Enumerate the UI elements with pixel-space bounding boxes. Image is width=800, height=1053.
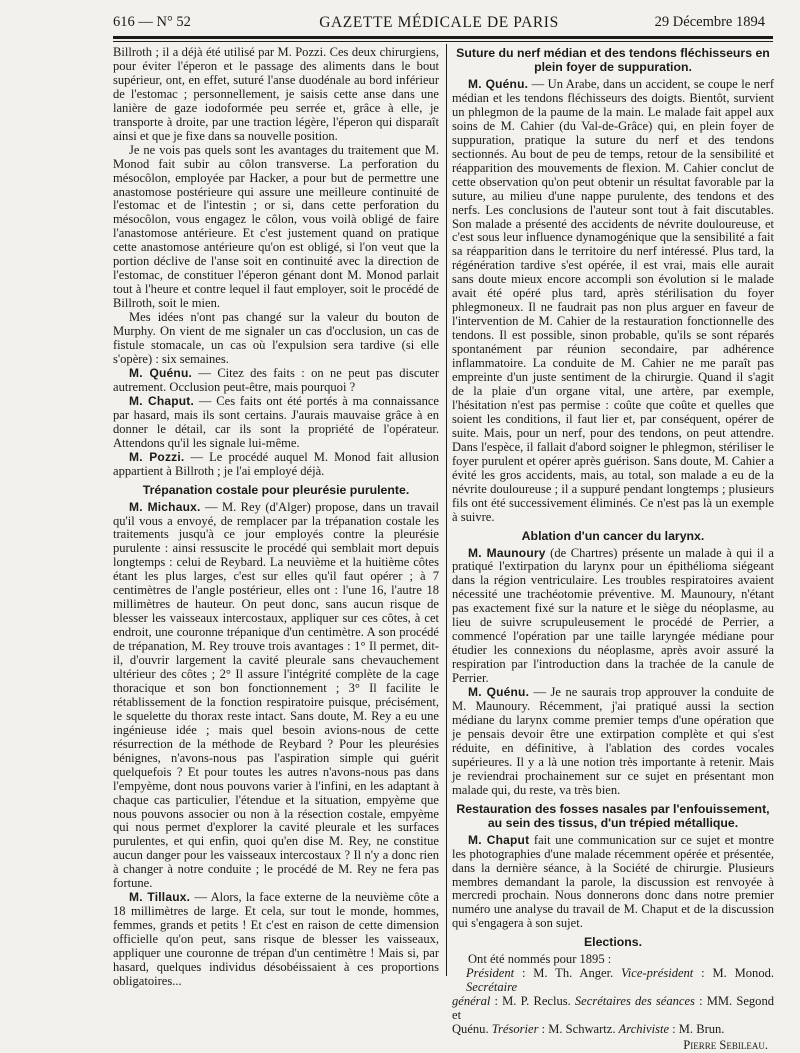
paragraph: Billroth ; il a déjà été utilisé par M. Pozzi. Ces deux chirurgiens, pour éviter l'éperon et le passage des aliments dans le bout supérieur, ont, en effet, suturé l'anse duodénale au bord inférieur de l'estomac ; personnellement, je saisis cette anse dans une lanière de gaze iodoformée peu serrée et, grâce à elle, je transporte à droite, par une traction légère, l'éperon qui disparaît ainsi et que je fixe dans sa nouvelle position. [113,45,439,143]
paragraph [113,367,439,395]
author-signature: Pierre Sebileau. [683,1038,768,1053]
speaker-name: M. Quénu. [129,365,193,380]
issue-date: 29 Décembre 1894 [654,14,765,30]
section-heading: Suture du nerf médian et des tendons fléchisseurs en plein foyer de suppuration. [456,46,770,74]
left-column [113,46,439,989]
paragraph-text: — Alors, la face externe de la neuvième côte a 18 millimètres de large. Et cela, sur tout le monde, hommes, femmes, grands et petits ! Et c'est en raison de cette dimension officielle qu'on peut, sans risque de blesser les vaisseaux, appliquer une couronne de trépan d'un centimètre ! Mais si, par hasard, quelques individus désobéissaient à ces proportions obligatoires... [113,890,439,988]
officer-name: : M. Th. Anger. [514,966,622,981]
speaker-name: M. Tillaux. [129,890,191,905]
paragraph [113,395,439,451]
speaker-name: M. Quénu. [468,77,529,91]
paragraph [452,547,774,687]
paragraph-text: fait une communication sur ce sujet et montre les photographies d'une malade récemment opérée et présentée, dans la dernière séance, à la Société de chirurgie. Plusieurs membres demandant la parole, la discussion est renvoyée à mercredi prochain. Nous donnerons donc dans notre premier numéro une analyse du travail de M. Chaput et de la discussion qui s'engagera à son sujet. [452,832,774,931]
officer-name: Quénu. [452,1022,492,1037]
paragraph [113,451,439,479]
officer-name: : MM. Segond et [452,994,774,1023]
officer-name: : M. Brun. [669,1022,725,1037]
paragraph [452,834,774,932]
role-label: Secrétaires des séances [574,994,695,1009]
speaker-name: M. Quénu. [468,685,530,700]
paragraph: Je ne vois pas quels sont les avantages du traitement que M. Monod fait subir au côlon transverse. La perforation du mésocôlon, employée par Hacker, a pour but de permettre une anastomose postérieure qui assure une meilleure continuité de l'estomac et de l'intestin ; or si, dans cette perforation du mésocôlon, vous engagez le côlon, vous voilà obligé de faire l'anastomose antérieure. Et c'est justement quand on pratique cette anastomose antérieure qu'on est obligé, si l'on veut que la portion déclive de l'anse soit en continuité avec la direction de l'estomac, de constituer l'éperon génant dont M. Monod parlait tout à l'heure et contre lequel il faut employer, soit le procédé de Billroth, soit le mien. [113,142,439,311]
section-heading: Trépanation costale pour pleurésie purulente. [142,482,410,497]
officer-name: : M. P. Reclus. [490,994,575,1009]
paragraph: Mes idées n'ont pas changé sur la valeur du bouton de Murphy. On vient de me signaler un cas d'occlusion, un cas de fistule stomacale, un cas où l'expulsion sera tardive (si elle s'opère) : six semaines. [113,310,439,366]
page-header [113,12,765,34]
role-label: Archiviste [618,1022,670,1037]
speaker-name: M. Michaux. [129,499,201,514]
section-heading: Ablation d'un cancer du larynx. [521,528,705,543]
page-number: 616 — N° 52 [113,14,191,30]
paragraph-text: — Je ne saurais trop approuver la conduite de M. Maunoury. Récemment, j'ai pratiqué aussi la section médiane du larynx comme premier temps d'une opération que je pensais devoir être une extirpation complète et qui s'est réduite, en définitive, à l'ablation des cordes vocales supérieures. Il y a là une notion très importante à retenir. Mais je reviendrai prochainement sur ce sujet en présentant mon malade qui, du reste, va très bien. [452,685,774,797]
paragraph: Ont été nommés pour 1895 : [468,952,612,967]
officers-list [452,967,774,1037]
paragraph-text: — Le procédé auquel M. Monod fait allusion appartient à Billroth ; je l'ai employé déjà. [113,449,440,478]
header-rule-thin [113,41,773,42]
speaker-name: M. Chaput [468,832,530,847]
role-label: Président [466,966,515,981]
speaker-name: M. Pozzi. [129,449,185,464]
paragraph [113,891,439,989]
paragraph-text: — Ces faits ont été portés à ma connaissance par hasard, mais ils sont certains. J'aurais mauvaise grâce à en donner le détail, car ils sont la propriété de l'opérateur. Attendons qu'il les signale lui-même. [113,393,439,450]
paragraph-text: (de Chartres) présente un malade à qui il a pratiqué l'extirpation du larynx pour un épithélioma siégeant dans la région ventriculaire. Les troubles respiratoires avaient nécessité une trachéotomie préventive. M. Maunoury, n'étant pas exactement fixé sur la nature et le siège du néoplasme, au lieu de suivre scrupuleusement le procédé de Perrier, a commencé l'opération par une taille laryngée médiane pour étudier les connexions du néoplasme, après avoir assuré la respiration par l'introduction dans la trachée de la canule de Perrier. [452,545,775,686]
role-label: Trésorier [491,1022,539,1037]
speaker-name: M. Maunoury [468,545,546,560]
paragraph [452,78,774,525]
section-heading: Restauration des fosses nasales par l'enfouissement, au sein des tissus, d'un trépied métallique. [456,801,770,830]
section-heading: Elections. [583,935,643,950]
header-rule-thick [113,36,773,39]
officers-line [452,995,774,1023]
officers-line [452,1023,774,1037]
paragraph-text: — Un Arabe, dans un accident, se coupe le nerf médian et les tendons fléchisseurs des doigts. Bientôt, survient un phlegmon de la paume de la main. Le malade fait appel aux soins de M. Cahier (du Val-de-Grâce) qui, en plein foyer de suppuration, pratique la suture du nerf et des tendons sectionnés. Au bout de peu de temps, retour de la sensibilité et réapparition des mouvements de flexion. M. Cahier conclut de cette observation qu'on peut obtenir un résultat favorable par la suture, au milieu d'une nappe purulente, des tendons et des nerfs. Les conclusions de l'auteur sont tout à fait discutables. Son malade a présenté des accidents de névrite douloureuse, et c'est sous leur influence dynamogénique que la sensibilité a fait sa réapparition dans le territoire du nerf intéressé. Plus tard, la régénération tardive s'est opérée, il est vrai, mais elle aurait sans doute mieux encore accompli son évolution si le malade avait été opéré plus tard, après stérilisation du foyer phlegmoneux. Il ne faudrait pas non plus arguer en faveur de l'intervention de M. Cahier de la restauration fonctionnelle des tendons. Il est possible, sinon probable, qu'ils se sont réparés spontanément par réunion secondaire, par adhérence inflammatoire. La conduite de M. Cahier ne me paraît pas empreinte d'un juste sentiment de la chirurgie. Quand il s'agit de la plaie d'un organe vital, une artère, par exemple, l'hésitation n'est pas permise : coûte que coûte et quelles que soient les conditions, il faut lier et, par conséquent, opérer de suite. Mais, pour un nerf, pour des tendons, on peut attendre. Dans l'espèce, il fallait d'abord soigner le phlegmon, stériliser le foyer purulent et opérer après guérison. Sans doute, M. Cahier a évité les gros accidents, mais, au total, son malade a eu de la névrite douloureuse ; il a suppuré pendant longtemps ; plusieurs fils ont été successivement éliminés. Ce n'est pas là un exemple à suivre. [452,77,775,524]
officers-line [452,967,774,995]
journal-title: GAZETTE MÉDICALE DE PARIS [319,14,559,31]
column-divider [446,44,447,976]
right-column [452,46,774,1053]
paragraph-text: — M. Rey (d'Alger) propose, dans un travail qu'il vous a envoyé, de remplacer par la trépanation costale les traitements jusqu'à ce jour employés contre la pleurésie purulente : ainsi ressuscite le procédé qui semblait mort depuis longtemps : celui de Reybard. La neuvième et la huitième côtes étant les plus larges, c'est sur elles qu'il faut opérer ; à 7 centimètres de l'angle postérieur, elles ont : l'une 16, l'autre 18 millimètres de hauteur. On peut donc, sans aucun risque de blesser les vaisseaux intercostaux, appliquer sur ces côtes, à cet endroit, une couronne trépanique d'un centimètre. A son procédé de trépanation, M. Rey trouve trois avantages : 1° Il permet, dit-il, d'ouvrir largement la cavité pleurale sans chevauchement ultérieur des côtes ; 2° Il assure l'intégrité complète de la cage thoracique et son bon fonctionnement ; 3° Il facilite le rétablissement de la fonction respiratoire puisque, précisément, le squelette du thorax reste intact. Sans doute, M. Rey a eu une ingénieuse idée ; mais quel besoin avions-nous de cette résurrection de la méthode de Reybard ? Pour les pleurésies bénignes, n'avons-nous pas l'aspiration simple qui guérit quelquefois ? Et pour toutes les autres n'avons-nous pas dans l'empyème, dont nous pouvons varier à l'infini, en les adaptant à chaque cas particulier, l'étendue et la situation, empyème que nous pouvons associer ou non à la résection costale, empyème qui nous permet d'explorer la cavité pleurale et les surfaces purulentes, et qui enfin, quoi qu'en dise M. Rey, ne constitue aucun danger pour les vaisseaux intercostaux ? Il n'y a donc rien à changer à notre conduite ; le procédé de M. Rey ne fera pas fortune. [113,499,439,891]
officer-name: : M. Monod. [693,966,774,981]
officer-name: : M. Schwartz. [538,1022,619,1037]
paragraph [113,501,439,892]
role-label: Secrétaire [466,980,518,995]
role-label: général [452,994,491,1009]
role-label: Vice-président [621,966,694,981]
paragraph [452,686,774,798]
speaker-name: M. Chaput. [129,393,195,408]
paragraph-text: — Citez des faits : on ne peut pas discuter autrement. Occlusion peut-être, mais pourquoi ? [113,365,439,394]
